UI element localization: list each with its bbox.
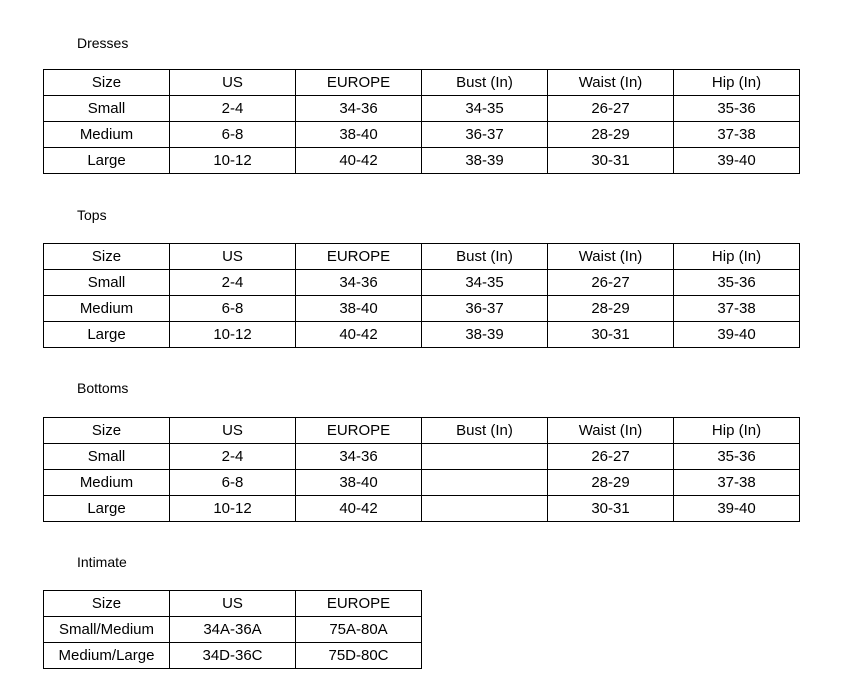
cell-waist: 26-27	[548, 96, 674, 122]
table-header-row	[44, 244, 800, 270]
cell-us: 6-8	[170, 296, 296, 322]
table-row	[44, 496, 800, 522]
cell-bust: 34-35	[422, 270, 548, 296]
cell-hip: 35-36	[674, 270, 800, 296]
header-us: US	[170, 591, 296, 617]
dresses-size-table	[43, 69, 800, 174]
cell-us: 2-4	[170, 270, 296, 296]
cell-size: Medium	[44, 470, 170, 496]
section-title-intimate: Intimate	[77, 554, 127, 570]
cell-hip: 37-38	[674, 470, 800, 496]
table-header-row	[44, 591, 422, 617]
header-bust: Bust (In)	[422, 418, 548, 444]
cell-hip: 39-40	[674, 322, 800, 348]
table-row	[44, 322, 800, 348]
table-row	[44, 96, 800, 122]
header-size: Size	[44, 70, 170, 96]
cell-waist: 30-31	[548, 322, 674, 348]
cell-us: 2-4	[170, 444, 296, 470]
cell-bust: 36-37	[422, 296, 548, 322]
table-row	[44, 122, 800, 148]
cell-size: Medium	[44, 122, 170, 148]
cell-size: Large	[44, 322, 170, 348]
cell-hip: 37-38	[674, 122, 800, 148]
table-header-row	[44, 418, 800, 444]
cell-waist: 28-29	[548, 122, 674, 148]
header-hip: Hip (In)	[674, 418, 800, 444]
header-europe: EUROPE	[296, 70, 422, 96]
header-hip: Hip (In)	[674, 70, 800, 96]
table-row	[44, 643, 422, 669]
section-title-bottoms: Bottoms	[77, 380, 129, 396]
header-bust: Bust (In)	[422, 70, 548, 96]
cell-europe: 38-40	[296, 296, 422, 322]
cell-us: 10-12	[170, 148, 296, 174]
cell-europe: 34-36	[296, 270, 422, 296]
cell-hip: 35-36	[674, 96, 800, 122]
cell-size: Medium	[44, 296, 170, 322]
bottoms-size-table	[43, 417, 800, 522]
header-europe: EUROPE	[296, 418, 422, 444]
cell-us: 34D-36C	[170, 643, 296, 669]
cell-europe: 75A-80A	[296, 617, 422, 643]
cell-bust	[422, 496, 548, 522]
cell-us: 6-8	[170, 470, 296, 496]
cell-waist: 30-31	[548, 148, 674, 174]
cell-europe: 34-36	[296, 96, 422, 122]
cell-us: 10-12	[170, 496, 296, 522]
cell-waist: 26-27	[548, 270, 674, 296]
cell-europe: 75D-80C	[296, 643, 422, 669]
cell-bust	[422, 470, 548, 496]
header-europe: EUROPE	[296, 244, 422, 270]
cell-europe: 40-42	[296, 496, 422, 522]
table-row	[44, 444, 800, 470]
header-us: US	[170, 418, 296, 444]
cell-europe: 40-42	[296, 322, 422, 348]
section-title-tops: Tops	[77, 207, 107, 223]
header-waist: Waist (In)	[548, 244, 674, 270]
cell-bust: 34-35	[422, 96, 548, 122]
cell-us: 10-12	[170, 322, 296, 348]
cell-size: Medium/Large	[44, 643, 170, 669]
intimate-size-table	[43, 590, 422, 669]
cell-size: Large	[44, 496, 170, 522]
header-size: Size	[44, 591, 170, 617]
header-europe: EUROPE	[296, 591, 422, 617]
section-title-dresses: Dresses	[77, 35, 129, 51]
cell-size: Large	[44, 148, 170, 174]
cell-us: 2-4	[170, 96, 296, 122]
table-row	[44, 470, 800, 496]
cell-bust: 36-37	[422, 122, 548, 148]
cell-europe: 38-40	[296, 470, 422, 496]
cell-size: Small	[44, 444, 170, 470]
cell-bust	[422, 444, 548, 470]
cell-bust: 38-39	[422, 322, 548, 348]
header-us: US	[170, 244, 296, 270]
cell-us: 34A-36A	[170, 617, 296, 643]
header-us: US	[170, 70, 296, 96]
cell-europe: 34-36	[296, 444, 422, 470]
cell-waist: 26-27	[548, 444, 674, 470]
cell-size: Small	[44, 96, 170, 122]
cell-europe: 40-42	[296, 148, 422, 174]
table-row	[44, 270, 800, 296]
cell-waist: 30-31	[548, 496, 674, 522]
cell-hip: 35-36	[674, 444, 800, 470]
cell-waist: 28-29	[548, 296, 674, 322]
cell-hip: 37-38	[674, 296, 800, 322]
header-hip: Hip (In)	[674, 244, 800, 270]
header-waist: Waist (In)	[548, 70, 674, 96]
header-waist: Waist (In)	[548, 418, 674, 444]
table-row	[44, 296, 800, 322]
cell-hip: 39-40	[674, 148, 800, 174]
cell-size: Small/Medium	[44, 617, 170, 643]
cell-bust: 38-39	[422, 148, 548, 174]
cell-waist: 28-29	[548, 470, 674, 496]
table-row	[44, 148, 800, 174]
tops-size-table	[43, 243, 800, 348]
cell-us: 6-8	[170, 122, 296, 148]
cell-europe: 38-40	[296, 122, 422, 148]
header-bust: Bust (In)	[422, 244, 548, 270]
table-header-row	[44, 70, 800, 96]
table-row	[44, 617, 422, 643]
header-size: Size	[44, 418, 170, 444]
cell-hip: 39-40	[674, 496, 800, 522]
cell-size: Small	[44, 270, 170, 296]
header-size: Size	[44, 244, 170, 270]
